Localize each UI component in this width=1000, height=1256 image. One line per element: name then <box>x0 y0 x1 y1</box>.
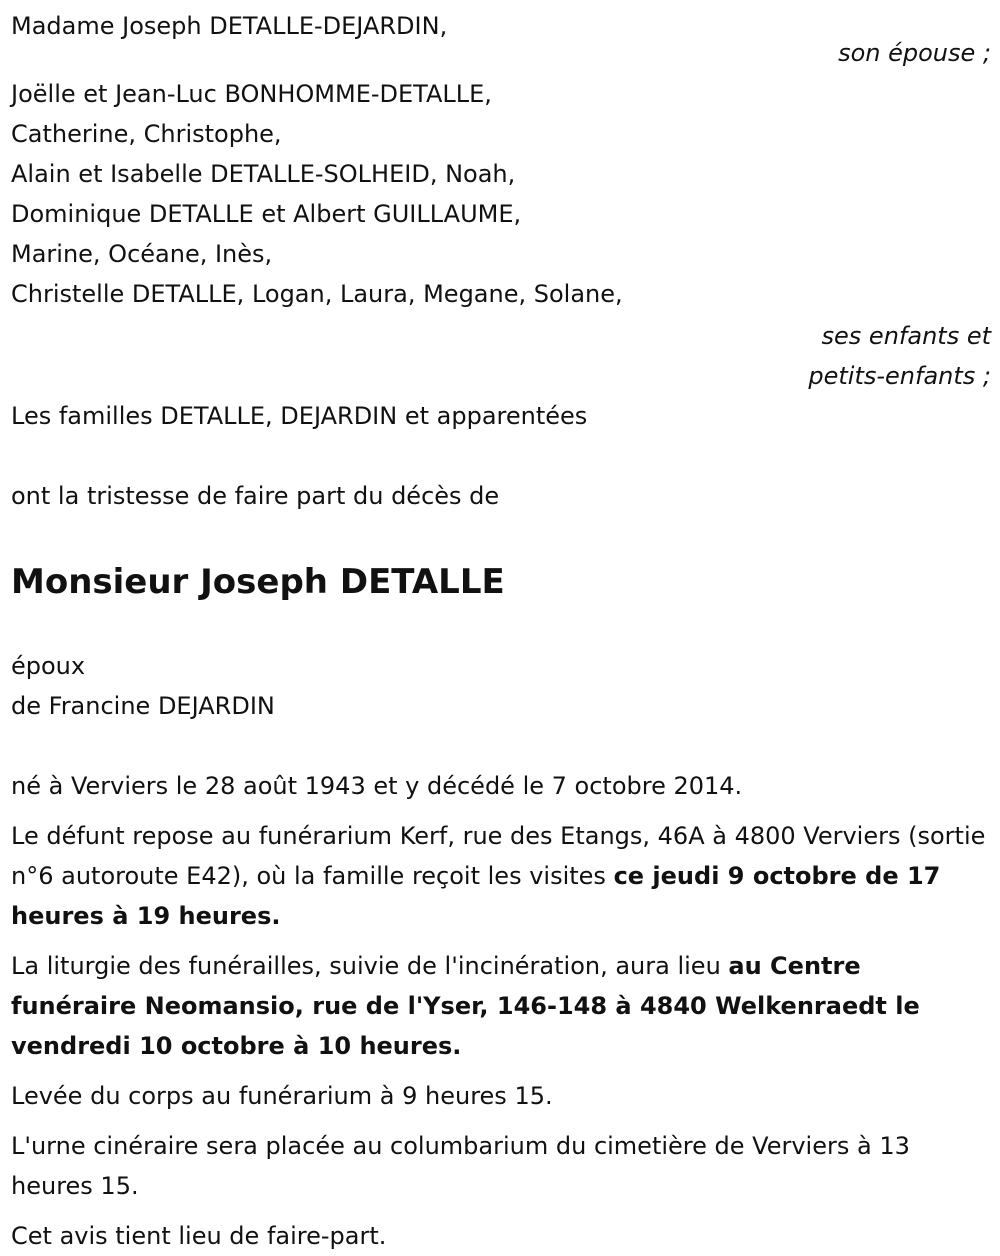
spouse-role: son épouse ; <box>838 39 991 67</box>
families-line: Les familles DETALLE, DEJARDIN et apparentées <box>11 402 588 430</box>
relation-line-1: époux <box>11 652 86 680</box>
repose-text: Le défunt repose au funérarium Kerf, rue des Etangs, 46A à 4800 Verviers (sortie n°6 autoroute E42), où la famille reçoit les visites <box>11 822 986 890</box>
children-line: Alain et Isabelle DETALLE-SOLHEID, Noah, <box>11 160 516 188</box>
urn-paragraph: L'urne cinéraire sera placée au columbarium du cimetière de Verviers à 13 heures 15. <box>11 1132 910 1200</box>
children-line: Marine, Océane, Inès, <box>11 240 273 268</box>
children-line: Dominique DETALLE et Albert GUILLAUME, <box>11 200 522 228</box>
children-role-2: petits-enfants ; <box>808 362 991 390</box>
children-line: Catherine, Christophe, <box>11 120 282 148</box>
children-role-1: ses enfants et <box>821 322 991 350</box>
levee-paragraph: Levée du corps au funérarium à 9 heures 15. <box>11 1082 553 1110</box>
children-line: Christelle DETALLE, Logan, Laura, Megane, Solane, <box>11 280 623 308</box>
closing-paragraph: Cet avis tient lieu de faire-part. <box>11 1222 387 1250</box>
relation-line-2: de Francine DEJARDIN <box>11 692 275 720</box>
repose-paragraph <box>11 816 991 936</box>
children-list <box>11 74 991 314</box>
spouse-name: Madame Joseph DETALLE-DEJARDIN, <box>11 12 448 40</box>
announcement-line: ont la tristesse de faire part du décès de <box>11 482 500 510</box>
children-line: Joëlle et Jean-Luc BONHOMME-DETALLE, <box>11 80 492 108</box>
deceased-name: Monsieur Joseph DETALLE <box>11 562 505 602</box>
birth-death-line: né à Verviers le 28 août 1943 et y décédé le 7 octobre 2014. <box>11 772 743 800</box>
liturgy-text: La liturgie des funérailles, suivie de l'incinération, aura lieu <box>11 952 729 980</box>
obituary-notice <box>11 6 991 1256</box>
liturgy-location-time: au Centre funéraire Neomansio, rue de l'Yser, 146-148 à 4840 Welkenraedt le vendredi 10 octobre à 10 heures. <box>11 952 920 1060</box>
liturgy-paragraph <box>11 946 991 1066</box>
repose-visit-time: ce jeudi 9 octobre de 17 heures à 19 heures. <box>11 862 941 930</box>
